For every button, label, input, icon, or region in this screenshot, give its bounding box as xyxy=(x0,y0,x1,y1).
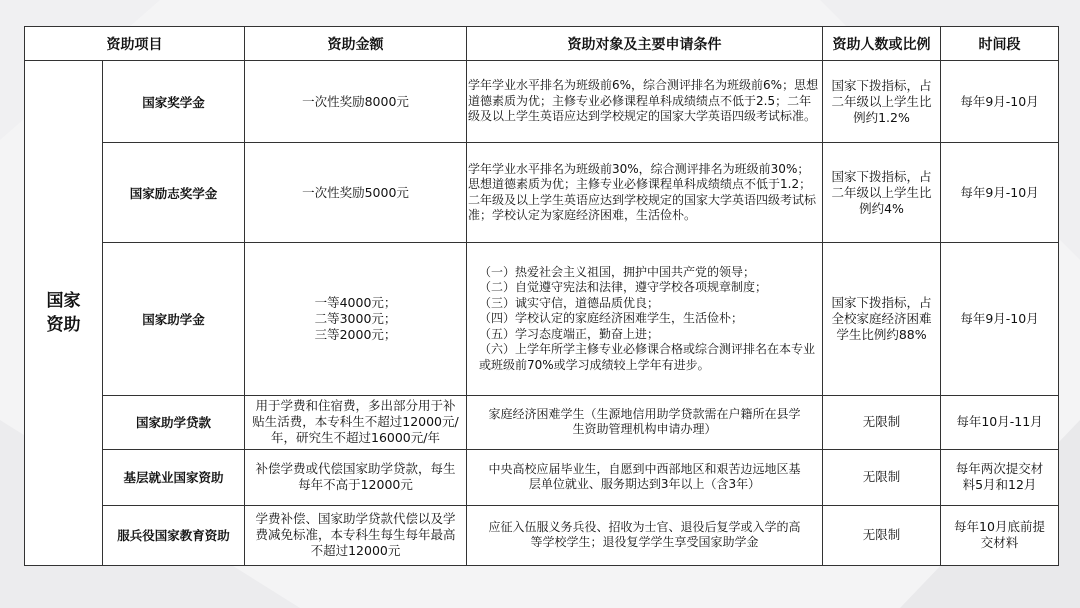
subsidy-table-container xyxy=(24,26,1058,566)
header-time: 时间段 xyxy=(941,27,1059,61)
subsidy-table xyxy=(24,26,1059,566)
condition-item: （一）热爱社会主义祖国，拥护中国共产党的领导； xyxy=(479,264,756,279)
row-conditions xyxy=(467,395,823,449)
header-project: 资助项目 xyxy=(25,27,245,61)
row-ratio xyxy=(823,395,941,449)
conditions-line: 生资助管理机构申请办理） xyxy=(572,422,717,437)
time-line: 料5月和12月 xyxy=(962,477,1037,493)
row-conditions xyxy=(467,505,823,565)
time-line: 每年10月-11月 xyxy=(956,414,1043,430)
time-line: 每年9月-10月 xyxy=(960,310,1039,326)
row-conditions xyxy=(467,61,823,143)
table-row xyxy=(25,505,1059,565)
row-time xyxy=(941,143,1059,243)
row-time xyxy=(941,395,1059,449)
row-ratio xyxy=(823,505,941,565)
row-amount xyxy=(245,449,467,505)
amount-line: 一次性奖励8000元 xyxy=(302,93,409,109)
time-line: 交材料 xyxy=(980,535,1019,551)
header-conditions: 资助对象及主要申请条件 xyxy=(467,27,823,61)
table-row xyxy=(25,243,1059,395)
amount-line: 贴生活费，本专科生不超过12000元/ xyxy=(252,414,459,430)
ratio-line: 二年级以上学生比 xyxy=(831,93,932,109)
row-ratio xyxy=(823,449,941,505)
row-amount xyxy=(245,243,467,395)
row-name: 国家助学贷款 xyxy=(103,395,245,449)
ratio-line: 学生比例约88% xyxy=(836,326,927,342)
amount-line: 一次性奖励5000元 xyxy=(302,184,409,200)
row-name: 国家励志奖学金 xyxy=(103,143,245,243)
amount-line: 用于学费和住宿费，多出部分用于补 xyxy=(255,398,456,414)
row-time xyxy=(941,61,1059,143)
amount-line: 费减免标准，本专科生每生每年最高 xyxy=(255,527,456,543)
ratio-line: 例约4% xyxy=(859,200,904,216)
conditions-line: 应征入伍服义务兵役、招收为士官、退役后复学或入学的高 xyxy=(488,519,801,534)
time-line: 每年9月-10月 xyxy=(960,93,1039,109)
condition-item: （四）学校认定的家庭经济困难学生，生活俭朴； xyxy=(479,311,744,326)
ratio-line: 例约1.2% xyxy=(853,109,910,125)
condition-item: （三）诚实守信，道德品质优良； xyxy=(479,295,660,310)
conditions-line: 中央高校应届毕业生，自愿到中西部地区和艰苦边远地区基 xyxy=(488,461,801,476)
category-line: 国家 xyxy=(46,291,81,311)
ratio-line: 无限制 xyxy=(862,527,901,543)
amount-line: 三等2000元； xyxy=(314,326,397,342)
category-line: 资助 xyxy=(46,315,81,335)
time-line: 每年10月底前提 xyxy=(954,519,1045,535)
row-amount xyxy=(245,61,467,143)
table-row xyxy=(25,61,1059,143)
row-name: 国家奖学金 xyxy=(103,61,245,143)
ratio-line: 全校家庭经济困难 xyxy=(831,310,932,326)
amount-line: 补偿学费或代偿国家助学贷款，每生 xyxy=(255,461,456,477)
row-conditions xyxy=(467,449,823,505)
amount-line: 二等3000元； xyxy=(314,310,397,326)
table-row xyxy=(25,449,1059,505)
row-time xyxy=(941,243,1059,395)
row-ratio xyxy=(823,61,941,143)
row-time xyxy=(941,449,1059,505)
conditions-line: 家庭经济困难学生（生源地信用助学贷款需在户籍所在县学 xyxy=(488,406,801,421)
conditions-line: 等学校学生；退役复学学生享受国家助学金 xyxy=(530,535,759,550)
ratio-line: 无限制 xyxy=(862,414,901,430)
row-time xyxy=(941,505,1059,565)
amount-line: 一等4000元； xyxy=(314,294,397,310)
ratio-line: 国家下拨指标，占 xyxy=(831,294,932,310)
conditions-text: 学年学业水平排名为班级前30%，综合测评排名为班级前30%；思想道德素质为优；主修专业必修课程单科成绩绩点不低于1.2；二年级及以上学生英语应达到学校规定的国家大学英语四级考试标准；学校认定为家庭经济困难，生活俭朴。 xyxy=(468,161,817,223)
row-name: 国家助学金 xyxy=(103,243,245,395)
ratio-line: 无限制 xyxy=(862,469,901,485)
row-amount xyxy=(245,395,467,449)
amount-line: 不超过12000元 xyxy=(310,543,401,559)
ratio-line: 国家下拨指标，占 xyxy=(831,77,932,93)
table-header-row xyxy=(25,27,1059,61)
condition-item: （六）上学年所学主修专业必修课合格或综合测评排名在本专业或班级前70%或学习成绩较上学年有进步。 xyxy=(479,342,816,372)
category-cell xyxy=(25,61,103,566)
header-ratio: 资助人数或比例 xyxy=(823,27,941,61)
time-line: 每年两次提交材 xyxy=(955,461,1044,477)
time-line: 每年9月-10月 xyxy=(960,184,1039,200)
condition-item: （五）学习态度端正，勤奋上进； xyxy=(479,326,660,341)
row-conditions xyxy=(467,143,823,243)
row-amount xyxy=(245,505,467,565)
amount-line: 学费补偿、国家助学贷款代偿以及学 xyxy=(255,511,456,527)
ratio-line: 二年级以上学生比 xyxy=(831,184,932,200)
amount-line: 年，研究生不超过16000元/年 xyxy=(271,430,440,446)
row-amount xyxy=(245,143,467,243)
row-conditions xyxy=(467,243,823,395)
header-amount: 资助金额 xyxy=(245,27,467,61)
condition-item: （二）自觉遵守宪法和法律，遵守学校各项规章制度； xyxy=(479,280,768,295)
row-name: 基层就业国家资助 xyxy=(103,449,245,505)
table-row xyxy=(25,143,1059,243)
row-ratio xyxy=(823,243,941,395)
ratio-line: 国家下拨指标，占 xyxy=(831,168,932,184)
row-ratio xyxy=(823,143,941,243)
amount-line: 每年不高于12000元 xyxy=(298,477,413,493)
conditions-text: 学年学业水平排名为班级前6%，综合测评排名为班级前6%；思想道德素质为优；主修专业必修课程单科成绩绩点不低于2.5；二年级及以上学生英语应达到学校规定的国家大学英语四级考试标准。 xyxy=(468,78,819,124)
table-row xyxy=(25,395,1059,449)
row-name: 服兵役国家教育资助 xyxy=(103,505,245,565)
conditions-line: 层单位就业、服务期达到3年以上（含3年） xyxy=(528,477,761,492)
